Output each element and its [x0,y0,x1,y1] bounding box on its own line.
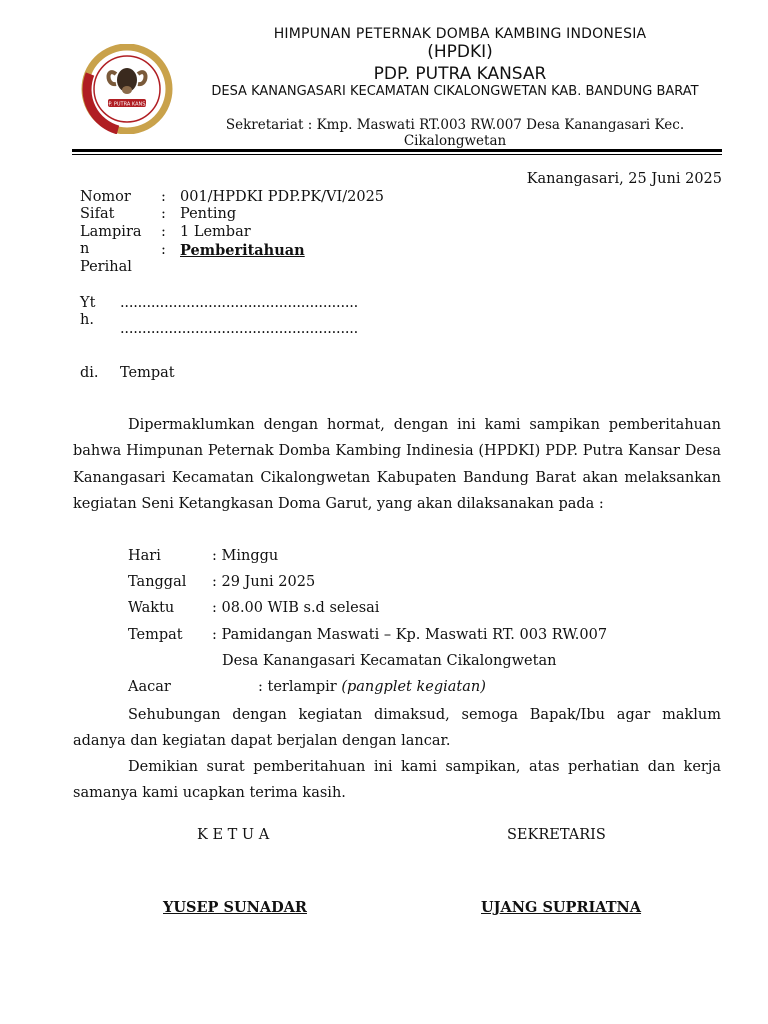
header-divider-thin [72,154,722,155]
meta-label-number: Nomor [80,189,131,205]
body-paragraph-2: Sehubungan dengan kegiatan dimaksud, semoga Bapak/Ibu agar maklum adanya dan kegiatan dapat berjalan dengan lancar. [73,707,721,750]
detail-day-value: : Minggu [212,548,279,564]
secretariat-address: Sekretariat : Kmp. Maswati RT.003 RW.007 Desa Kanangasari Kec. Cikalongwetan [225,117,685,149]
header-divider-thick [72,149,722,152]
recipient-label: Yt h. [80,295,96,328]
detail-place-label: Tempat [128,627,183,643]
detail-time-label: Waktu [128,600,175,616]
letter-subject: Pemberitahuan [180,242,305,259]
detail-date-value: : 29 Juni 2025 [212,574,316,590]
detail-agenda-text: : terlampir [258,679,337,695]
letter-date: Kanangasari, 25 Juni 2025 [526,171,722,187]
meta-colon: : [161,206,166,222]
meta-colon: : [161,189,166,205]
meta-colon: : [161,242,166,258]
detail-agenda-note: (pangplet kegiatan) [341,679,486,695]
recipient-place: Tempat [120,365,175,381]
detail-date-label: Tanggal [128,574,187,590]
detail-place-value-line2: Desa Kanangasari Kecamatan Cikalongwetan [222,653,557,669]
recipient-line-1: ...................................................... [120,295,359,311]
letter-number: 001/HPDKI PDP.PK/VI/2025 [180,189,385,205]
organization-branch: PDP. PUTRA KANSAR [373,64,547,84]
signature-name-chairman: YUSEP SUNADAR [163,899,307,916]
logo-text: PDP. PUTRA KANSAR [101,101,153,108]
signature-name-secretary: UJANG SUPRIATNA [481,899,642,916]
recipient-place-prefix: di. [80,365,99,381]
organization-name: HIMPUNAN PETERNAK DOMBA KAMBING INDONESIA [273,26,647,42]
signature-title-secretary: SEKRETARIS [507,827,606,843]
organization-abbreviation: (HPDKI) [427,42,493,62]
body-opening-paragraph: Dipermaklumkan dengan hormat, dengan ini kami sampikan pemberitahuan bahwa Himpunan Peternak Domba Kambing Indinesia (HPDKI) PDP. Putra Kansar Desa Kanangasari Kecamatan Cikalongwetan Kabupaten Bandung Barat akan melaksankan kegiatan Seni Ketangkasan Doma Garut, yang akan dilaksanakan pada : [73,417,721,512]
meta-colon: : [161,224,166,240]
organization-address: DESA KANANGASARI KECAMATAN CIKALONGWETAN KAB. BANDUNG BARAT [211,84,699,99]
detail-day-label: Hari [128,548,161,564]
organization-logo [78,44,176,134]
meta-label-nature: Sifat [80,206,115,222]
detail-agenda-value [258,679,486,695]
body-closing-paragraph: Demikian surat pemberitahuan ini kami sampikan, atas perhatian dan kerja samanya kami ucapkan terima kasih. [73,759,721,802]
meta-label-attachment: Lampira n [80,224,142,257]
detail-agenda-label: Aacar [128,679,171,695]
recipient-line-2: ...................................................... [120,321,359,337]
letter-attachment: 1 Lembar [180,224,251,240]
letter-nature: Penting [180,206,237,222]
detail-place-value: : Pamidangan Maswati – Kp. Maswati RT. 003 RW.007 [212,627,608,643]
signature-title-chairman: K E T U A [197,827,270,843]
meta-label-subject: Perihal [80,259,132,275]
detail-time-value: : 08.00 WIB s.d selesai [212,600,380,616]
